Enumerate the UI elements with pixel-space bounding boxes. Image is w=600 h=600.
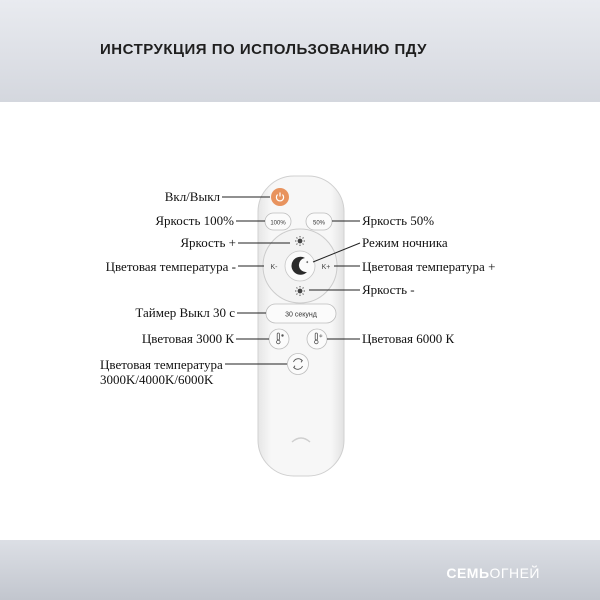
power-button[interactable] bbox=[271, 188, 289, 206]
label-power: Вкл/Выкл bbox=[164, 189, 220, 204]
label-timer: Таймер Выкл 30 с bbox=[135, 305, 235, 320]
label-cold-6000: Цветовая 6000 К bbox=[362, 331, 455, 346]
svg-text:❄: ❄ bbox=[319, 333, 323, 339]
page-title: ИНСТРУКЦИЯ ПО ИСПОЛЬЗОВАНИЮ ПДУ bbox=[100, 41, 427, 58]
label-cycle-line2: 3000K/4000K/6000K bbox=[100, 372, 214, 387]
timer-text: 30 секунд bbox=[285, 311, 317, 319]
label-brightness-plus: Яркость + bbox=[180, 235, 236, 250]
brand-bold: СЕМЬ bbox=[446, 565, 490, 581]
label-brightness-minus: Яркость - bbox=[362, 282, 415, 297]
brand-logo bbox=[446, 565, 540, 581]
label-cycle-line1: Цветовая температура bbox=[100, 357, 223, 372]
label-night-mode: Режим ночника bbox=[362, 235, 448, 250]
star-icon: ✦ bbox=[305, 259, 309, 265]
brightness-100-text: 100% bbox=[270, 220, 286, 227]
brand-regular: ОГНЕЙ bbox=[489, 565, 540, 581]
k-plus-text[interactable]: K+ bbox=[321, 264, 331, 271]
label-brightness-100: Яркость 100% bbox=[155, 213, 234, 228]
night-mode-button[interactable] bbox=[285, 251, 315, 281]
label-temp-minus: Цветовая температура - bbox=[105, 259, 236, 274]
brightness-50-text: 50% bbox=[312, 220, 326, 227]
label-brightness-50: Яркость 50% bbox=[362, 213, 435, 228]
k-minus-text[interactable]: K- bbox=[270, 264, 278, 271]
label-temp-plus: Цветовая температура + bbox=[362, 259, 496, 274]
label-warm-3000: Цветовая 3000 К bbox=[141, 331, 234, 346]
temperature-cycle-button[interactable] bbox=[288, 354, 309, 375]
